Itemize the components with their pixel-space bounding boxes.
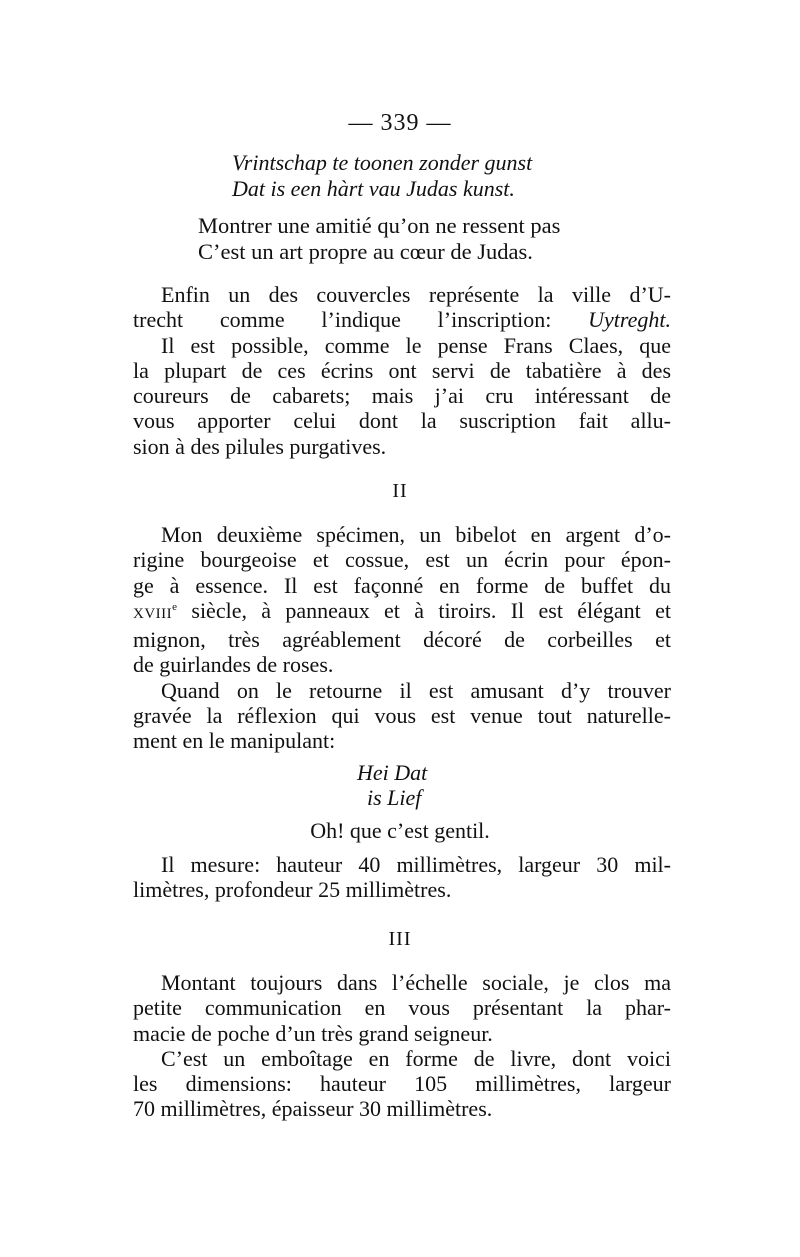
text-line: les dimensions: hauteur 105 millimètres, largeur [133,1071,671,1097]
text-line: petite communication en vous présentant la phar- [133,995,671,1021]
text-line: C’est un emboîtage en forme de livre, dont voici [161,1045,671,1071]
text-line: 70 millimètres, épaisseur 30 millimètres. [133,1096,493,1122]
text-line: ment en le manipulant: [133,728,336,754]
text-line: de guirlandes de roses. [133,652,334,678]
text-line: sion à des pilules purgatives. [133,433,387,459]
paragraph-measurements [133,852,671,903]
section-heading-iii: III [388,928,412,950]
section-heading-ii: II [392,480,408,502]
text-line: coureurs de cabarets; mais j’ai cru intéressant de [133,383,671,409]
text-line: Il est possible, comme le pense Frans Claes, que [161,332,671,358]
text-line: Enfin un des couvercles représente la ville d’U- [161,282,671,307]
text-line: gravée la réflexion qui vous est venue tout naturelle- [133,703,671,729]
dutch-verse-line-2: Dat is een hàrt vau Judas kunst. [232,176,515,201]
text-line: macie de poche d’un très grand seigneur. [133,1020,493,1046]
page-number: — 339 — [348,110,452,136]
century-superscript: e [172,600,178,613]
paragraph-second-specimen [133,522,671,754]
text-line: Mon deuxième spécimen, un bibelot en argent d’o- [161,522,671,547]
text-line: mignon, très agréablement décoré de corbeilles et [133,627,671,653]
text-line [133,307,671,332]
text-line: ge à essence. Il est façonné en forme de buffet du [133,572,671,598]
paragraph-utrecht [133,282,671,459]
text-line: Il mesure: hauteur 40 millimètres, largeur 30 mil- [161,852,671,877]
french-verse [198,213,560,265]
text-line [133,598,671,627]
paragraph-pharmacy [133,970,671,1122]
text-line: Quand on le retourne il est amusant d’y trouver [161,677,671,703]
text-line: rigine bourgeoise et cossue, est un écrin pour épon- [133,547,671,573]
text-segment: siècle, à panneaux et à tiroirs. Il est élégant et [177,597,671,623]
text-line: vous apporter celui dont la suscription fait allu- [133,408,671,434]
inscription-text: Uytreght. [588,307,671,333]
text-line: limètres, profondeur 25 millimètres. [133,877,452,903]
french-verse-line-1: Montrer une amitié qu’on ne ressent pas [198,213,561,238]
century-numeral: XVIII [133,605,173,622]
dutch-exclamation-line-2: is Lief [367,785,422,810]
text-segment: trecht comme l’indique l’inscription: [133,307,589,333]
dutch-verse-line-1: Vrintschap te toonen zonder gunst [232,150,533,175]
dutch-exclamation-line-1: Hei Dat [357,760,428,785]
french-exclamation: Oh! que c’est gentil. [310,818,490,843]
text-line: Montant toujours dans l’échelle sociale, je clos ma [161,970,671,995]
text-line: la plupart de ces écrins ont servi de tabatière à des [133,357,671,383]
french-verse-line-2: C’est un art propre au cœur de Judas. [198,239,533,264]
